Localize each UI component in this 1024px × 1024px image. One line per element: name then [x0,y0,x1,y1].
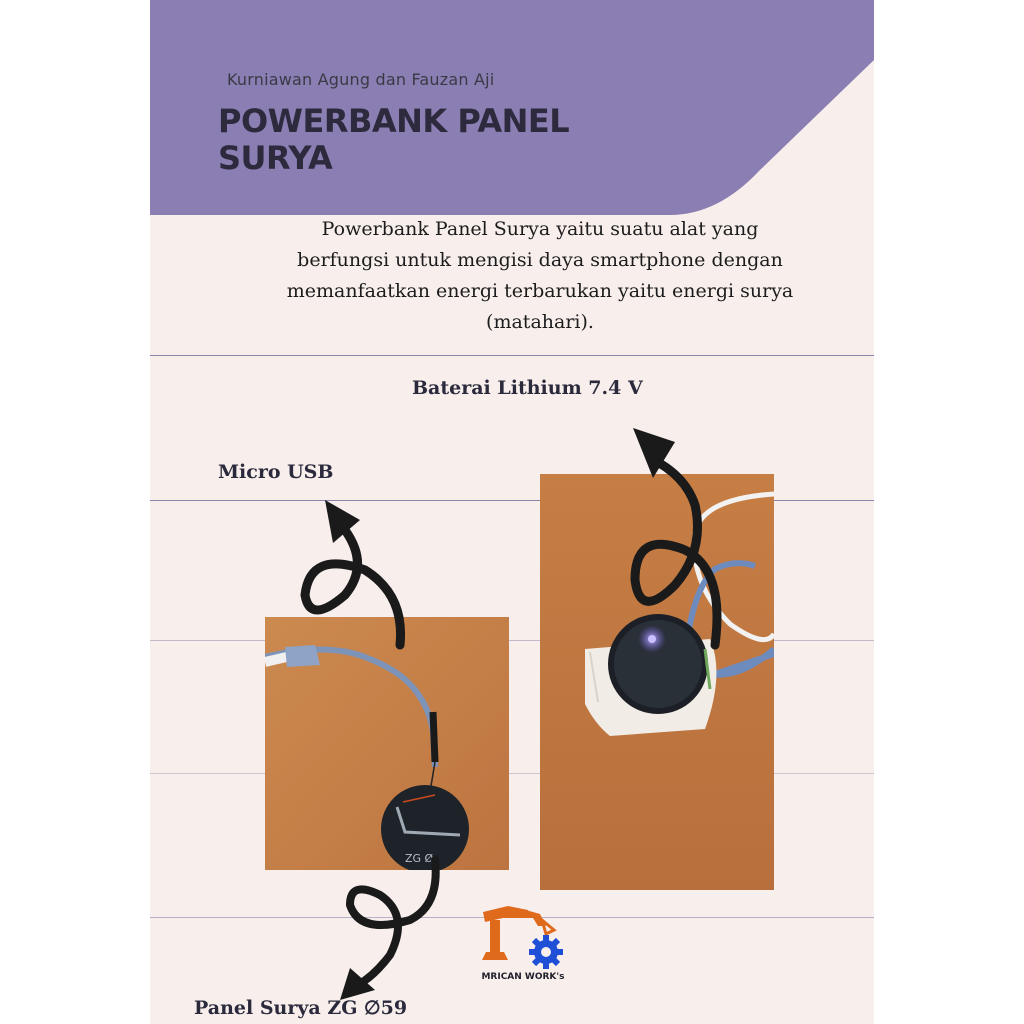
intro-paragraph: Powerbank Panel Surya yaitu suatu alat yang berfungsi untuk mengisi daya smartphone dengan memanfaatkan energi terbarukan yaitu energi surya (matahari). [286,218,794,333]
micro-usb-label: Micro USB [218,461,334,483]
panel-arrow-icon [320,850,460,1010]
logo-text: MRICAN WORK's [481,972,565,982]
mrican-works-logo [468,900,588,990]
panel-label: Panel Surya ZG ∅59 [194,997,408,1019]
panel-marking: ZG Ø [405,852,434,865]
micro-usb-arrow-icon [285,485,415,655]
battery-arrow-icon [575,420,755,660]
battery-label: Baterai Lithium 7.4 V [412,377,643,399]
author-names: Kurniawan Agung dan Fauzan Aji [227,70,495,89]
poster [150,0,874,1024]
divider-line [150,355,874,356]
poster-title: POWERBANK PANEL SURYA [218,102,570,177]
